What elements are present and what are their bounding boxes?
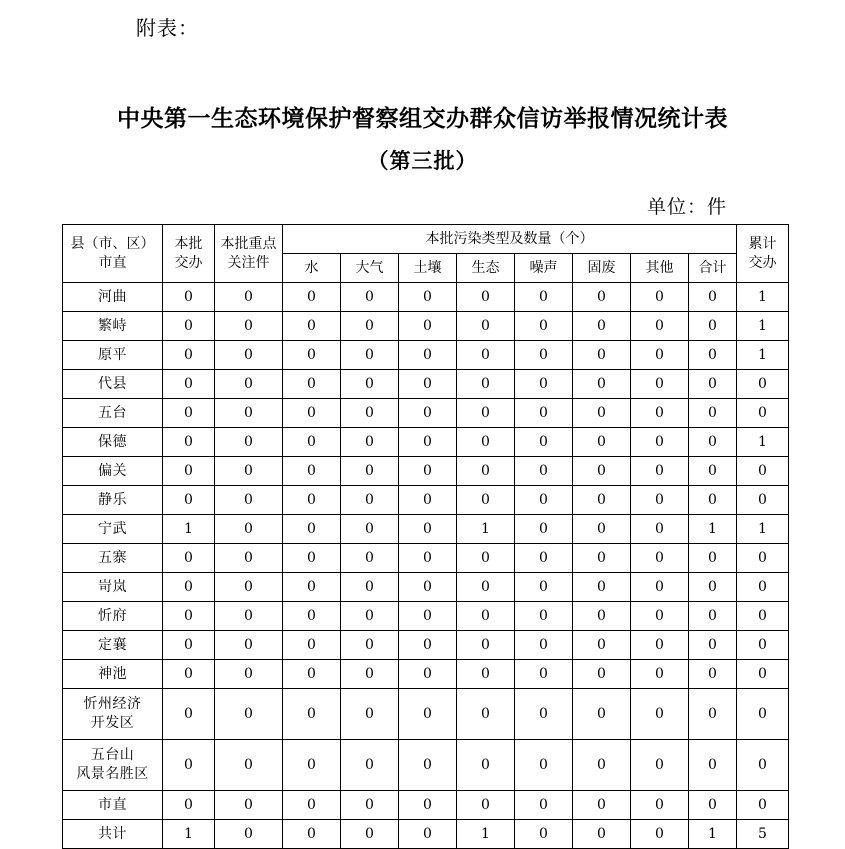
cell-cumulative: 0 <box>737 660 789 689</box>
cell-water: 0 <box>283 515 341 544</box>
cell-subtotal: 0 <box>689 428 737 457</box>
cell-solid: 0 <box>573 428 631 457</box>
cell-water: 0 <box>283 791 341 820</box>
cell-key-attention: 0 <box>215 370 283 399</box>
cell-current-batch: 0 <box>163 312 215 341</box>
attachment-label: 附表： <box>136 16 199 40</box>
header-key-line2: 关注件 <box>227 254 270 271</box>
cell-solid: 0 <box>573 457 631 486</box>
cell-other: 0 <box>631 341 689 370</box>
cell-eco: 0 <box>457 791 515 820</box>
cell-current-batch: 0 <box>163 544 215 573</box>
cell-key-attention: 0 <box>215 341 283 370</box>
table-row <box>63 399 789 428</box>
cell-soil: 0 <box>399 312 457 341</box>
row-region-name: 原平 <box>63 341 163 370</box>
cell-noise: 0 <box>515 573 573 602</box>
cell-solid: 0 <box>573 740 631 791</box>
cell-other: 0 <box>631 740 689 791</box>
cell-key-attention: 0 <box>215 399 283 428</box>
cell-current-batch: 0 <box>163 689 215 740</box>
statistics-table <box>62 224 789 849</box>
cell-air: 0 <box>341 428 399 457</box>
cell-solid: 0 <box>573 283 631 312</box>
cell-current-batch: 0 <box>163 341 215 370</box>
cell-other: 0 <box>631 820 689 849</box>
cell-air: 0 <box>341 820 399 849</box>
cell-cumulative: 1 <box>737 312 789 341</box>
cell-eco: 0 <box>457 631 515 660</box>
cell-air: 0 <box>341 660 399 689</box>
cell-subtotal: 0 <box>689 341 737 370</box>
cell-solid: 0 <box>573 515 631 544</box>
cell-air: 0 <box>341 631 399 660</box>
cell-key-attention: 0 <box>215 602 283 631</box>
cell-soil: 0 <box>399 341 457 370</box>
cell-key-attention: 0 <box>215 660 283 689</box>
cell-noise: 0 <box>515 515 573 544</box>
cell-key-attention: 0 <box>215 631 283 660</box>
row-region-name: 保德 <box>63 428 163 457</box>
row-region-name: 静乐 <box>63 486 163 515</box>
row-region-name: 五寨 <box>63 544 163 573</box>
cell-eco: 0 <box>457 544 515 573</box>
cell-cumulative: 0 <box>737 544 789 573</box>
cell-subtotal: 0 <box>689 631 737 660</box>
cell-solid: 0 <box>573 631 631 660</box>
cell-other: 0 <box>631 515 689 544</box>
cell-cumulative: 0 <box>737 573 789 602</box>
cell-key-attention: 0 <box>215 573 283 602</box>
cell-current-batch: 0 <box>163 486 215 515</box>
cell-air: 0 <box>341 457 399 486</box>
cell-solid: 0 <box>573 341 631 370</box>
table-row <box>63 370 789 399</box>
cell-soil: 0 <box>399 573 457 602</box>
cell-air: 0 <box>341 689 399 740</box>
cell-air: 0 <box>341 283 399 312</box>
cell-soil: 0 <box>399 544 457 573</box>
cell-eco: 0 <box>457 428 515 457</box>
header-region <box>63 225 163 283</box>
row-region-name: 五台山 风景名胜区 <box>63 740 163 791</box>
cell-noise: 0 <box>515 689 573 740</box>
cell-noise: 0 <box>515 660 573 689</box>
cell-soil: 0 <box>399 428 457 457</box>
cell-cumulative: 0 <box>737 457 789 486</box>
cell-key-attention: 0 <box>215 689 283 740</box>
cell-air: 0 <box>341 312 399 341</box>
header-pollution-group: 本批污染类型及数量（个） <box>283 225 737 254</box>
row-region-name: 岢岚 <box>63 573 163 602</box>
cell-noise: 0 <box>515 370 573 399</box>
cell-cumulative: 0 <box>737 689 789 740</box>
cell-soil: 0 <box>399 486 457 515</box>
cell-soil: 0 <box>399 283 457 312</box>
cell-eco: 0 <box>457 660 515 689</box>
header-region-line1: 县（市、区） <box>70 235 155 252</box>
unit-note: 单位：件 <box>646 196 727 218</box>
cell-other: 0 <box>631 573 689 602</box>
cell-water: 0 <box>283 486 341 515</box>
table-row <box>63 660 789 689</box>
cell-subtotal: 0 <box>689 740 737 791</box>
table-header-row-1 <box>63 225 789 254</box>
cell-other: 0 <box>631 631 689 660</box>
cell-noise: 0 <box>515 602 573 631</box>
cell-soil: 0 <box>399 457 457 486</box>
cell-subtotal: 0 <box>689 370 737 399</box>
header-cumulative-line1: 累计 <box>748 235 777 252</box>
cell-subtotal: 0 <box>689 573 737 602</box>
cell-noise: 0 <box>515 486 573 515</box>
row-region-name: 繁峙 <box>63 312 163 341</box>
cell-water: 0 <box>283 457 341 486</box>
cell-key-attention: 0 <box>215 283 283 312</box>
cell-eco: 0 <box>457 486 515 515</box>
cell-water: 0 <box>283 689 341 740</box>
cell-solid: 0 <box>573 660 631 689</box>
cell-solid: 0 <box>573 602 631 631</box>
cell-eco: 0 <box>457 689 515 740</box>
cell-soil: 0 <box>399 515 457 544</box>
header-sub-noise: 噪声 <box>515 254 573 283</box>
cell-key-attention: 0 <box>215 740 283 791</box>
table-row <box>63 428 789 457</box>
cell-solid: 0 <box>573 573 631 602</box>
header-sub-eco: 生态 <box>457 254 515 283</box>
row-region-name: 河曲 <box>63 283 163 312</box>
cell-noise: 0 <box>515 544 573 573</box>
cell-key-attention: 0 <box>215 544 283 573</box>
cell-noise: 0 <box>515 740 573 791</box>
cell-soil: 0 <box>399 399 457 428</box>
table-row <box>63 515 789 544</box>
cell-water: 0 <box>283 428 341 457</box>
page-subtitle: （第三批） <box>367 148 478 173</box>
cell-eco: 0 <box>457 457 515 486</box>
cell-current-batch: 0 <box>163 573 215 602</box>
cell-other: 0 <box>631 486 689 515</box>
cell-subtotal: 0 <box>689 791 737 820</box>
cell-air: 0 <box>341 602 399 631</box>
cell-cumulative: 0 <box>737 791 789 820</box>
cell-key-attention: 0 <box>215 428 283 457</box>
cell-solid: 0 <box>573 820 631 849</box>
cell-current-batch: 0 <box>163 428 215 457</box>
cell-current-batch: 0 <box>163 399 215 428</box>
header-sub-water: 水 <box>283 254 341 283</box>
cell-soil: 0 <box>399 689 457 740</box>
table-header <box>63 225 789 283</box>
cell-other: 0 <box>631 689 689 740</box>
header-key-attention <box>215 225 283 283</box>
table-row <box>63 791 789 820</box>
cell-eco: 1 <box>457 515 515 544</box>
table-row <box>63 740 789 791</box>
cell-water: 0 <box>283 399 341 428</box>
cell-air: 0 <box>341 370 399 399</box>
row-region-name: 共计 <box>63 820 163 849</box>
cell-air: 0 <box>341 399 399 428</box>
cell-eco: 1 <box>457 820 515 849</box>
cell-current-batch: 0 <box>163 370 215 399</box>
header-current-line1: 本批 <box>174 235 203 252</box>
cell-air: 0 <box>341 791 399 820</box>
table-row <box>63 312 789 341</box>
cell-water: 0 <box>283 820 341 849</box>
cell-cumulative: 0 <box>737 370 789 399</box>
cell-other: 0 <box>631 399 689 428</box>
table-row <box>63 689 789 740</box>
cell-cumulative: 0 <box>737 399 789 428</box>
cell-other: 0 <box>631 602 689 631</box>
table-row <box>63 602 789 631</box>
cell-noise: 0 <box>515 341 573 370</box>
table-body <box>63 283 789 849</box>
cell-current-batch: 0 <box>163 457 215 486</box>
header-sub-air: 大气 <box>341 254 399 283</box>
cell-current-batch: 0 <box>163 602 215 631</box>
cell-soil: 0 <box>399 791 457 820</box>
row-region-name: 偏关 <box>63 457 163 486</box>
cell-water: 0 <box>283 544 341 573</box>
table-row <box>63 631 789 660</box>
cell-current-batch: 0 <box>163 631 215 660</box>
cell-key-attention: 0 <box>215 312 283 341</box>
cell-other: 0 <box>631 660 689 689</box>
row-region-name: 五台 <box>63 399 163 428</box>
row-region-name: 宁武 <box>63 515 163 544</box>
cell-soil: 0 <box>399 602 457 631</box>
cell-cumulative: 5 <box>737 820 789 849</box>
cell-solid: 0 <box>573 312 631 341</box>
header-sub-soil: 土壤 <box>399 254 457 283</box>
cell-water: 0 <box>283 341 341 370</box>
cell-air: 0 <box>341 486 399 515</box>
header-cumulative-line2: 交办 <box>748 254 777 271</box>
cell-eco: 0 <box>457 399 515 428</box>
cell-air: 0 <box>341 544 399 573</box>
table-row <box>63 457 789 486</box>
cell-water: 0 <box>283 283 341 312</box>
cell-eco: 0 <box>457 602 515 631</box>
cell-current-batch: 0 <box>163 283 215 312</box>
cell-water: 0 <box>283 631 341 660</box>
cell-solid: 0 <box>573 544 631 573</box>
cell-subtotal: 0 <box>689 660 737 689</box>
cell-soil: 0 <box>399 370 457 399</box>
cell-subtotal: 0 <box>689 544 737 573</box>
statistics-table-wrapper <box>62 224 784 849</box>
cell-subtotal: 0 <box>689 312 737 341</box>
cell-water: 0 <box>283 602 341 631</box>
cell-noise: 0 <box>515 820 573 849</box>
header-key-line1: 本批重点 <box>220 235 277 252</box>
row-region-name: 代县 <box>63 370 163 399</box>
cell-other: 0 <box>631 457 689 486</box>
cell-water: 0 <box>283 573 341 602</box>
header-current-line2: 交办 <box>174 254 203 271</box>
cell-subtotal: 0 <box>689 457 737 486</box>
cell-other: 0 <box>631 544 689 573</box>
cell-soil: 0 <box>399 740 457 791</box>
cell-solid: 0 <box>573 791 631 820</box>
cell-noise: 0 <box>515 631 573 660</box>
table-row <box>63 341 789 370</box>
row-region-name: 市直 <box>63 791 163 820</box>
cell-air: 0 <box>341 341 399 370</box>
cell-key-attention: 0 <box>215 515 283 544</box>
cell-key-attention: 0 <box>215 820 283 849</box>
cell-cumulative: 0 <box>737 631 789 660</box>
row-region-name: 忻州经济 开发区 <box>63 689 163 740</box>
cell-other: 0 <box>631 283 689 312</box>
cell-eco: 0 <box>457 312 515 341</box>
cell-eco: 0 <box>457 740 515 791</box>
cell-cumulative: 0 <box>737 740 789 791</box>
cell-subtotal: 0 <box>689 689 737 740</box>
cell-noise: 0 <box>515 399 573 428</box>
header-current-batch <box>163 225 215 283</box>
cell-cumulative: 0 <box>737 486 789 515</box>
cell-solid: 0 <box>573 689 631 740</box>
cell-noise: 0 <box>515 791 573 820</box>
cell-subtotal: 0 <box>689 602 737 631</box>
cell-water: 0 <box>283 740 341 791</box>
cell-other: 0 <box>631 370 689 399</box>
header-sub-other: 其他 <box>631 254 689 283</box>
cell-current-batch: 0 <box>163 791 215 820</box>
cell-water: 0 <box>283 370 341 399</box>
cell-water: 0 <box>283 660 341 689</box>
cell-key-attention: 0 <box>215 791 283 820</box>
cell-noise: 0 <box>515 283 573 312</box>
header-region-line2: 市直 <box>98 254 127 271</box>
cell-subtotal: 1 <box>689 820 737 849</box>
cell-solid: 0 <box>573 486 631 515</box>
cell-key-attention: 0 <box>215 486 283 515</box>
cell-subtotal: 1 <box>689 515 737 544</box>
cell-eco: 0 <box>457 370 515 399</box>
cell-water: 0 <box>283 312 341 341</box>
cell-cumulative: 1 <box>737 515 789 544</box>
cell-current-batch: 0 <box>163 660 215 689</box>
cell-air: 0 <box>341 573 399 602</box>
cell-current-batch: 0 <box>163 740 215 791</box>
cell-soil: 0 <box>399 660 457 689</box>
cell-soil: 0 <box>399 820 457 849</box>
cell-other: 0 <box>631 312 689 341</box>
row-region-name: 忻府 <box>63 602 163 631</box>
cell-key-attention: 0 <box>215 457 283 486</box>
cell-cumulative: 0 <box>737 602 789 631</box>
header-sub-subtotal: 合计 <box>689 254 737 283</box>
table-row <box>63 573 789 602</box>
cell-other: 0 <box>631 791 689 820</box>
table-row <box>63 544 789 573</box>
cell-cumulative: 1 <box>737 283 789 312</box>
table-row <box>63 486 789 515</box>
cell-subtotal: 0 <box>689 486 737 515</box>
table-row <box>63 283 789 312</box>
cell-current-batch: 1 <box>163 515 215 544</box>
cell-air: 0 <box>341 740 399 791</box>
row-region-name: 定襄 <box>63 631 163 660</box>
cell-eco: 0 <box>457 573 515 602</box>
cell-subtotal: 0 <box>689 399 737 428</box>
cell-eco: 0 <box>457 283 515 312</box>
cell-soil: 0 <box>399 631 457 660</box>
header-sub-solid: 固废 <box>573 254 631 283</box>
cell-current-batch: 1 <box>163 820 215 849</box>
header-cumulative <box>737 225 789 283</box>
cell-noise: 0 <box>515 312 573 341</box>
cell-noise: 0 <box>515 428 573 457</box>
cell-air: 0 <box>341 515 399 544</box>
page-title: 中央第一生态环境保护督察组交办群众信访举报情况统计表 <box>117 105 728 132</box>
cell-eco: 0 <box>457 341 515 370</box>
cell-solid: 0 <box>573 370 631 399</box>
cell-noise: 0 <box>515 457 573 486</box>
cell-solid: 0 <box>573 399 631 428</box>
cell-cumulative: 1 <box>737 428 789 457</box>
cell-cumulative: 1 <box>737 341 789 370</box>
cell-subtotal: 0 <box>689 283 737 312</box>
cell-other: 0 <box>631 428 689 457</box>
row-region-name: 神池 <box>63 660 163 689</box>
table-total-row <box>63 820 789 849</box>
